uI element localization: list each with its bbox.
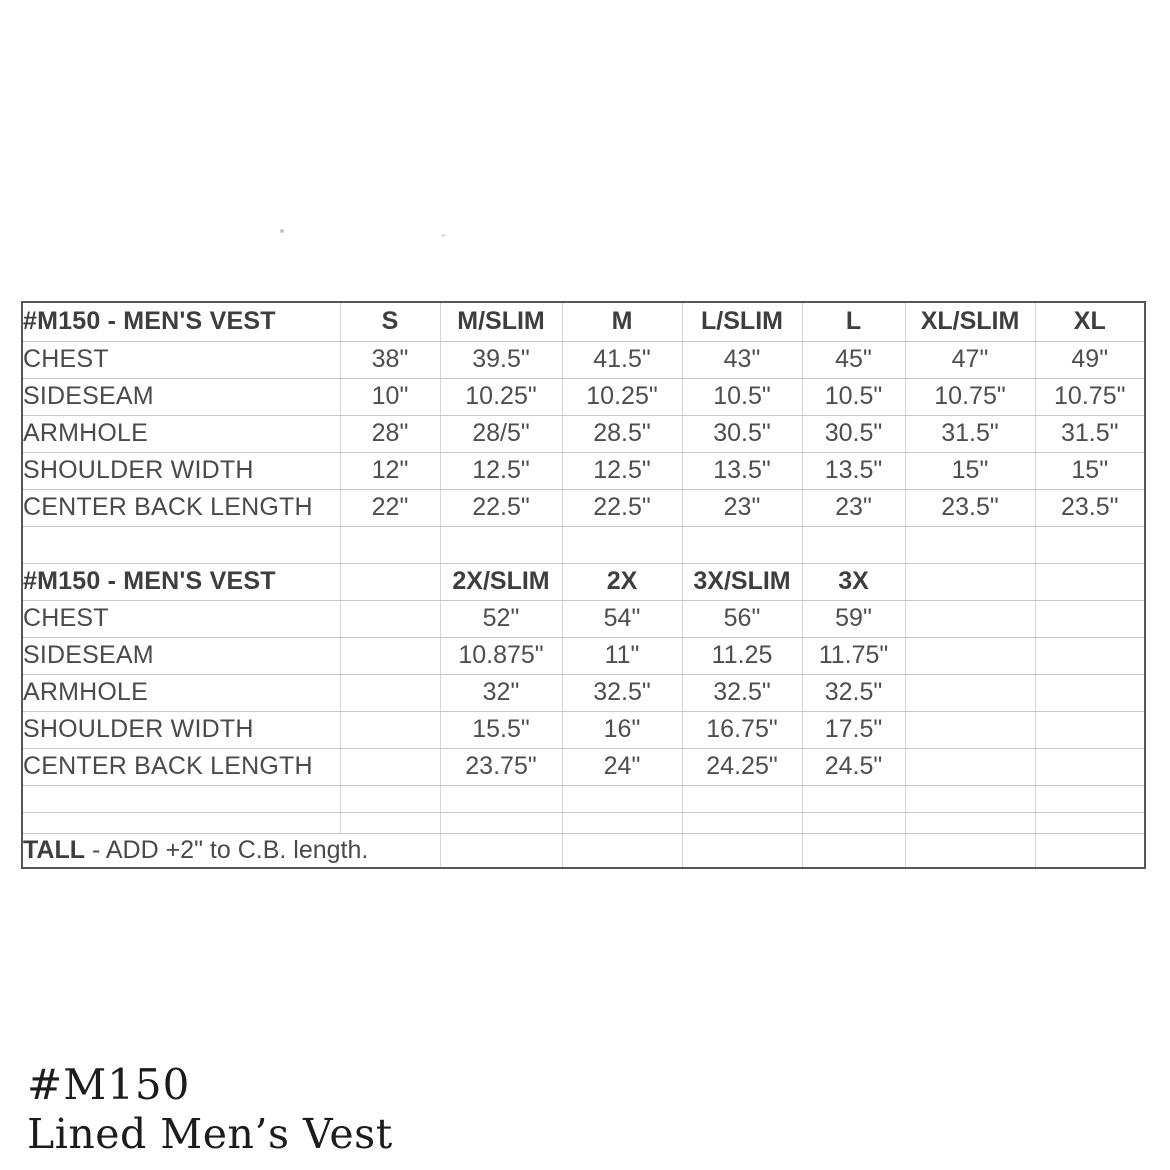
size-cell: 10.25": [562, 378, 682, 415]
column-header-m-slim: M/SLIM: [440, 302, 562, 341]
row-label: CENTER BACK LENGTH: [22, 489, 340, 526]
row-label: ARMHOLE: [22, 674, 340, 711]
size-cell: [1035, 600, 1145, 637]
size-cell: 49": [1035, 341, 1145, 378]
size-cell: 13.5": [682, 452, 802, 489]
tall-note: [22, 833, 440, 868]
size-cell: 22.5": [562, 489, 682, 526]
size-cell: 10": [340, 378, 440, 415]
table-row: [22, 674, 1145, 711]
size-cell: [905, 637, 1035, 674]
size-cell: 24.5": [802, 748, 905, 785]
size-cell: [905, 600, 1035, 637]
size-cell: 22.5": [440, 489, 562, 526]
size-cell: 12.5": [562, 452, 682, 489]
table-row: [22, 637, 1145, 674]
product-label: [27, 1060, 393, 1159]
row-label: SIDESEAM: [22, 637, 340, 674]
size-cell: 32.5": [562, 674, 682, 711]
section1-header-row: [22, 302, 1145, 341]
column-header-xl-slim: XL/SLIM: [905, 302, 1035, 341]
column-header-empty: [905, 563, 1035, 600]
table-row: [22, 748, 1145, 785]
size-cell: [340, 711, 440, 748]
size-cell: 16": [562, 711, 682, 748]
scan-speck: [441, 234, 446, 237]
size-cell: 12.5": [440, 452, 562, 489]
spacer-row: [22, 785, 1145, 812]
size-cell: 23": [682, 489, 802, 526]
table-row: [22, 452, 1145, 489]
size-cell: 31.5": [1035, 415, 1145, 452]
size-cell: 23.5": [1035, 489, 1145, 526]
size-cell: 11.75": [802, 637, 905, 674]
size-cell: 59": [802, 600, 905, 637]
size-cell: 23": [802, 489, 905, 526]
column-header-xl: XL: [1035, 302, 1145, 341]
size-cell: 56": [682, 600, 802, 637]
size-cell: [340, 748, 440, 785]
size-cell: 10.75": [905, 378, 1035, 415]
size-cell: 47": [905, 341, 1035, 378]
spacer-row: [22, 526, 1145, 563]
scan-speck: [280, 229, 284, 233]
table-row: [22, 600, 1145, 637]
row-label: SHOULDER WIDTH: [22, 452, 340, 489]
size-cell: 32.5": [802, 674, 905, 711]
size-cell: 28/5": [440, 415, 562, 452]
column-header-l-slim: L/SLIM: [682, 302, 802, 341]
size-cell: 39.5": [440, 341, 562, 378]
size-cell: [1035, 711, 1145, 748]
size-cell: 10.5": [682, 378, 802, 415]
size-cell: 54": [562, 600, 682, 637]
column-header-empty: [340, 563, 440, 600]
size-cell: [905, 674, 1035, 711]
size-cell: 32.5": [682, 674, 802, 711]
size-cell: 12": [340, 452, 440, 489]
size-cell: 11": [562, 637, 682, 674]
size-cell: 30.5": [802, 415, 905, 452]
size-cell: 17.5": [802, 711, 905, 748]
size-cell: 22": [340, 489, 440, 526]
size-cell: 32": [440, 674, 562, 711]
size-cell: 15": [905, 452, 1035, 489]
size-cell: 13.5": [802, 452, 905, 489]
size-cell: 41.5": [562, 341, 682, 378]
section1-title: #M150 - MEN'S VEST: [22, 302, 340, 341]
table-row: [22, 711, 1145, 748]
row-label: CHEST: [22, 600, 340, 637]
size-cell: 28.5": [562, 415, 682, 452]
size-cell: 23.75": [440, 748, 562, 785]
size-cell: 10.25": [440, 378, 562, 415]
column-header-3x: 3X: [802, 563, 905, 600]
size-cell: [340, 637, 440, 674]
size-cell: 10.875": [440, 637, 562, 674]
size-chart-table: [21, 301, 1146, 869]
size-cell: 43": [682, 341, 802, 378]
spacer-row: [22, 812, 1145, 833]
row-label: CENTER BACK LENGTH: [22, 748, 340, 785]
size-cell: 16.75": [682, 711, 802, 748]
column-header-2x-slim: 2X/SLIM: [440, 563, 562, 600]
column-header-s: S: [340, 302, 440, 341]
column-header-l: L: [802, 302, 905, 341]
row-label: ARMHOLE: [22, 415, 340, 452]
table-row: [22, 489, 1145, 526]
size-cell: [340, 600, 440, 637]
size-cell: 11.25: [682, 637, 802, 674]
size-cell: 10.5": [802, 378, 905, 415]
column-header-3x-slim: 3X/SLIM: [682, 563, 802, 600]
table-row: [22, 378, 1145, 415]
table-row: [22, 341, 1145, 378]
tall-note-bold: TALL: [23, 835, 86, 864]
row-label: SIDESEAM: [22, 378, 340, 415]
tall-note-text: - ADD +2" to C.B. length.: [85, 835, 369, 864]
tall-note-row: [22, 833, 1145, 868]
row-label: SHOULDER WIDTH: [22, 711, 340, 748]
size-cell: [905, 748, 1035, 785]
size-cell: [340, 674, 440, 711]
size-cell: 15.5": [440, 711, 562, 748]
size-cell: 23.5": [905, 489, 1035, 526]
size-cell: 45": [802, 341, 905, 378]
section2-title: #M150 - MEN'S VEST: [22, 563, 340, 600]
size-cell: 10.75": [1035, 378, 1145, 415]
size-cell: 52": [440, 600, 562, 637]
product-code: #M150: [27, 1060, 191, 1109]
row-label: CHEST: [22, 341, 340, 378]
size-cell: 30.5": [682, 415, 802, 452]
product-name: Lined Men’s Vest: [27, 1110, 393, 1158]
section2-header-row: [22, 563, 1145, 600]
size-cell: 24": [562, 748, 682, 785]
column-header-m: M: [562, 302, 682, 341]
size-cell: 15": [1035, 452, 1145, 489]
column-header-2x: 2X: [562, 563, 682, 600]
size-cell: [1035, 637, 1145, 674]
size-cell: [1035, 748, 1145, 785]
size-cell: 24.25": [682, 748, 802, 785]
size-cell: 31.5": [905, 415, 1035, 452]
column-header-empty: [1035, 563, 1145, 600]
table-row: [22, 415, 1145, 452]
size-cell: [905, 711, 1035, 748]
size-cell: 38": [340, 341, 440, 378]
size-cell: 28": [340, 415, 440, 452]
size-cell: [1035, 674, 1145, 711]
